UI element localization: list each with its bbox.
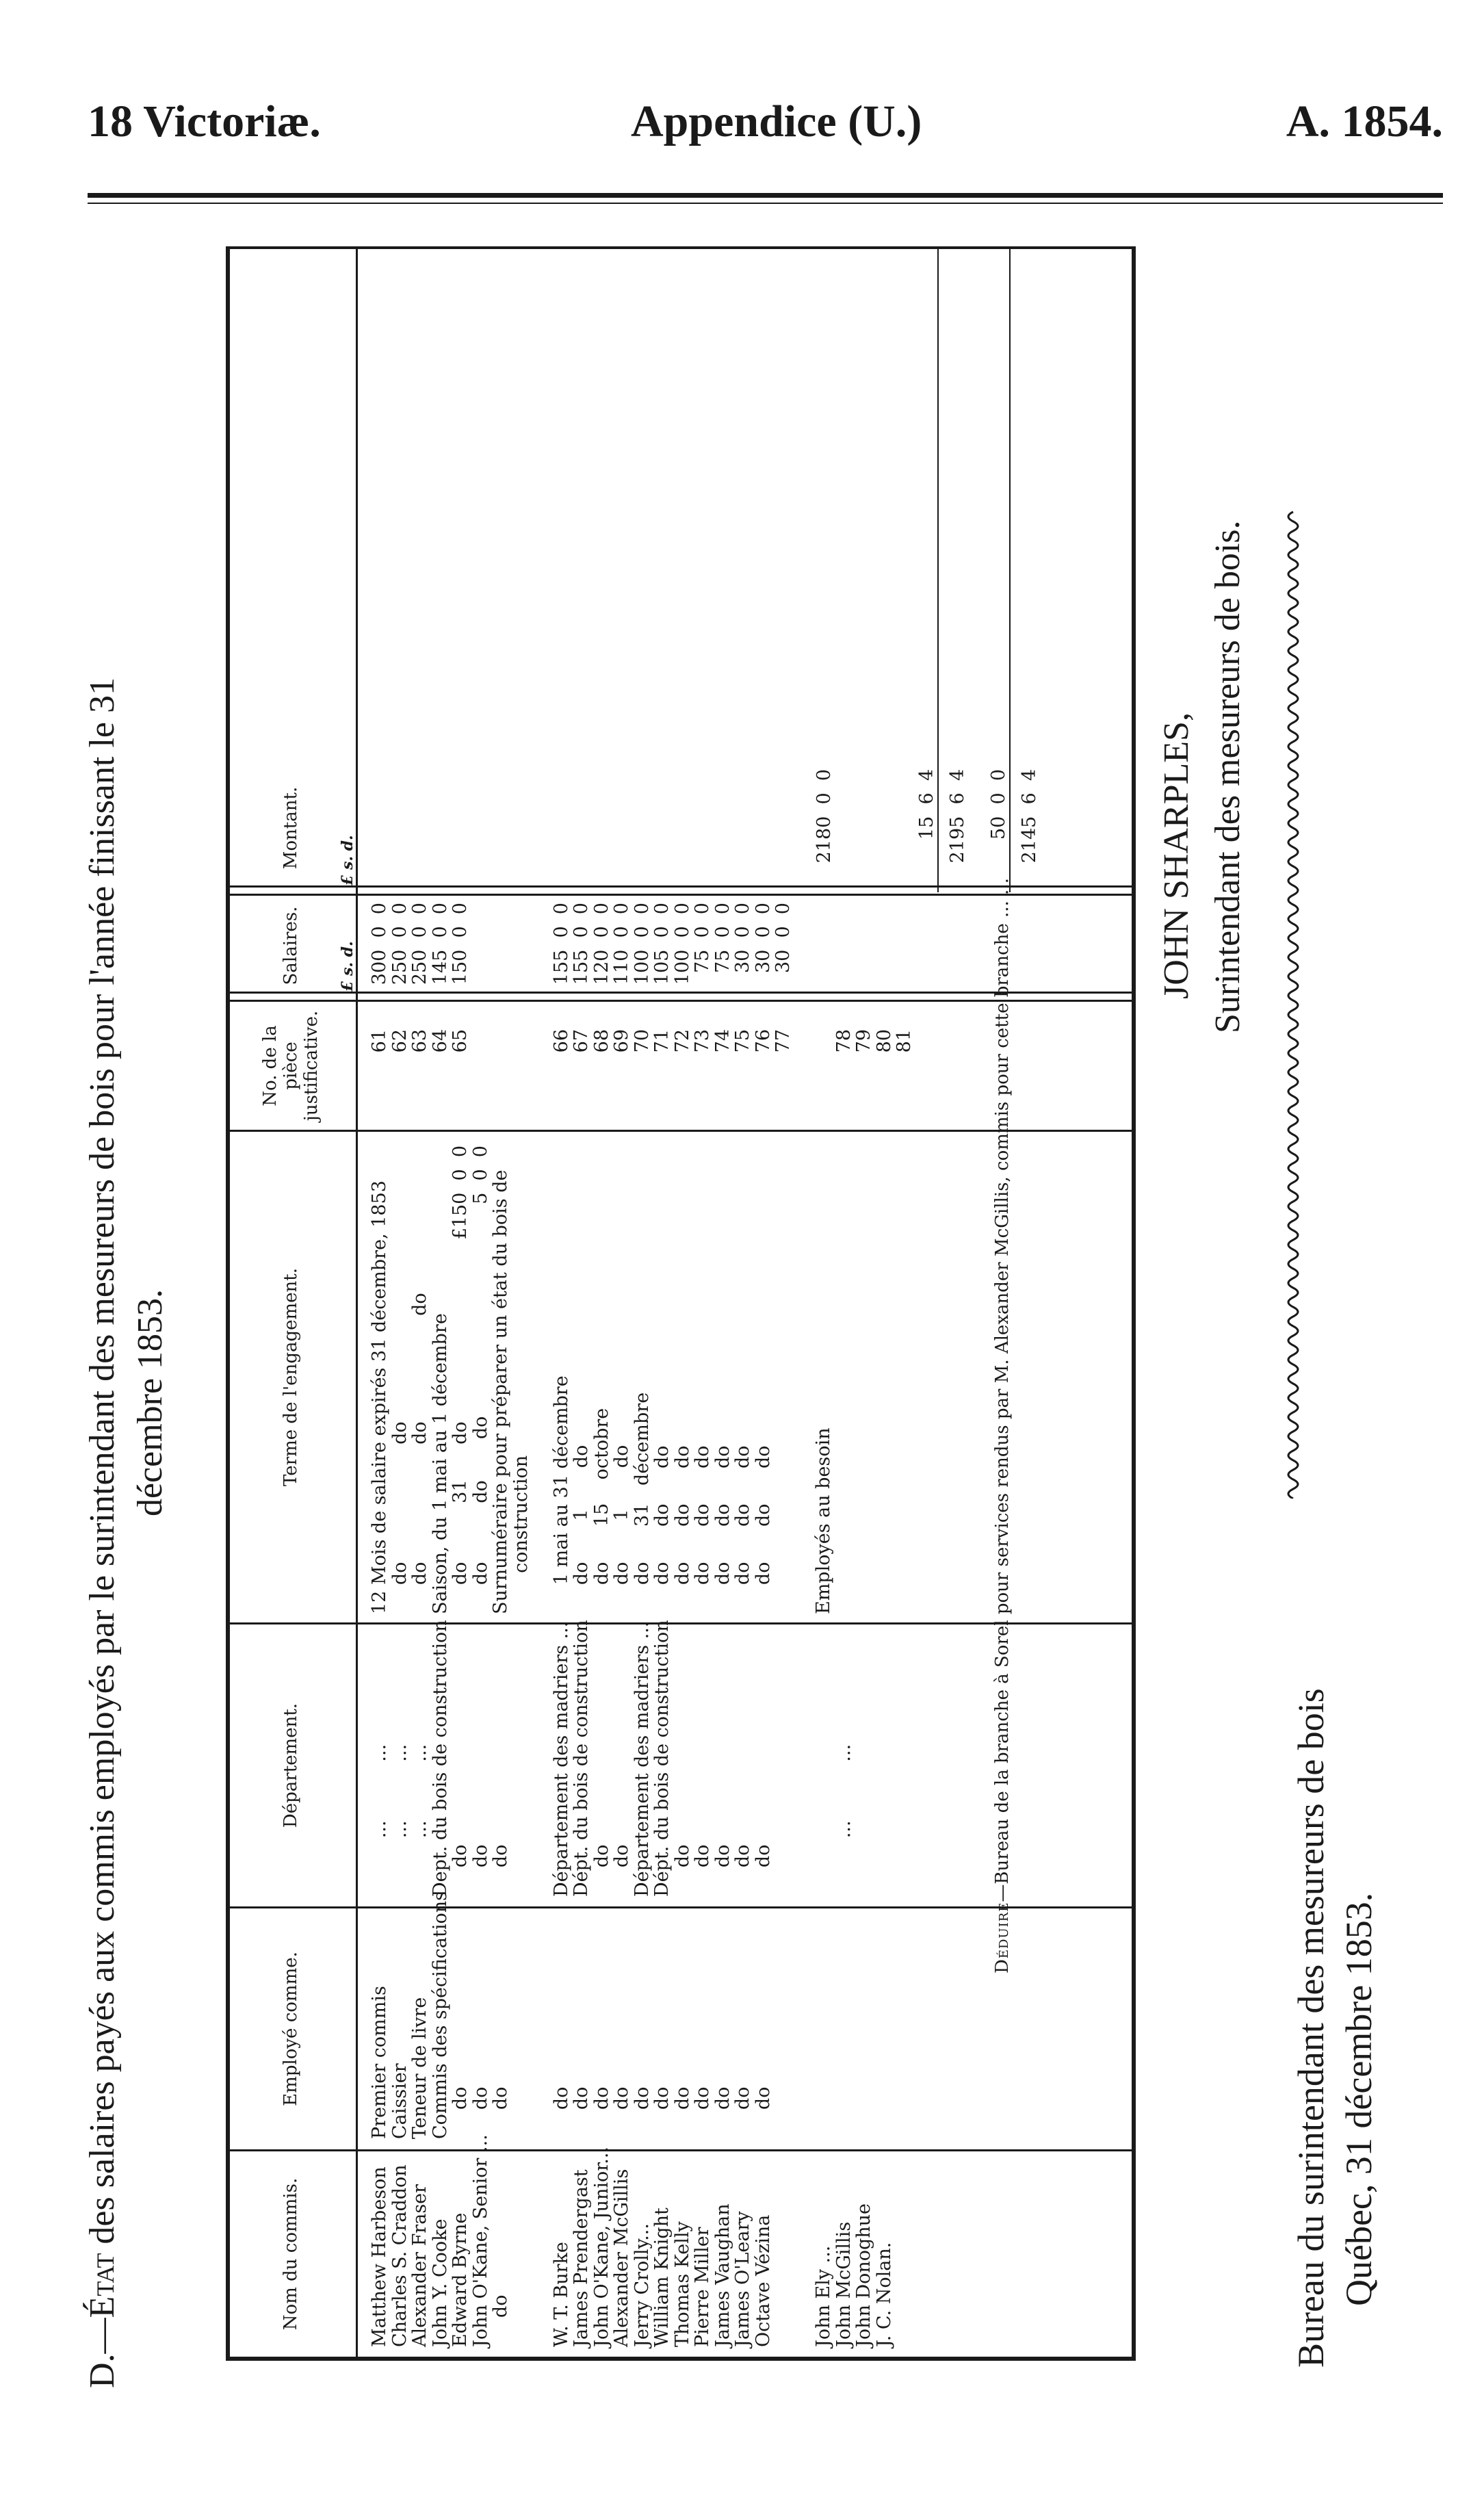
place-line-2: Québec, 31 décembre 1853.	[1338, 1892, 1379, 2306]
deduire-text: —Bureau de la branche à Sorel pour services rendus par M. Alexander McGillis, commis pour cette branche ... ...	[992, 878, 1013, 1902]
title-line1-rest: des salaires payés aux commis employés par le surintendant des mesureurs de bois pour l'année finissant le 31	[83, 677, 122, 2253]
wavy-rule	[1279, 506, 1307, 1499]
rotated-page-content	[79, 239, 1385, 2388]
pieces-list: 61 62 63 64 65 66 67 68 69 70 71 72 73 74 75 76 77 78 79 80 81	[369, 1029, 915, 1053]
signature-title: Surintendant des mesureurs de bois.	[1208, 520, 1247, 1033]
title-prefix: D.—	[83, 2318, 122, 2388]
montant-total: 2195 6 4	[947, 769, 968, 864]
header-rule-thick	[88, 193, 1443, 198]
title-line-2: décembre 1853.	[131, 1289, 170, 1517]
header-piece: No. de la pièce justificative.	[260, 1010, 322, 1122]
employes-list: Premier commis Caissier Teneur de livre Commis des spécifications do do do do do do do do do do do do do do	[369, 1891, 774, 2139]
salaires-currency: £ s. d.	[339, 941, 356, 992]
title-line-1	[79, 239, 127, 2388]
salaires-list: 300 0 0 250 0 0 250 0 0 145 0 0 150 0 0 155 0 0 155 0 0 120 0 0 110 0 0 100 0 0 105 0 0 100 0 0 75 0 0 75 0 0 30 0 0 30 0 0 30 0 0	[369, 903, 794, 985]
header-right: A. 1854.	[1286, 96, 1443, 146]
salary-table	[226, 246, 1136, 2361]
noms-list: Matthew Harbeson Charles S. Craddon Alexander Fraser John Y. Cooke Edward Byrne John O'Kane, Senior ... do W. T. Burke James Prendergast John O'Kane, Junior... Alexander McGillis Jerry Crolly... William Knight Thomas Kelly Pierre Miller James Vaughan James O'Leary Octave Vézina John Ely ... John McGillis John Donoghue J. C. Nolan.	[369, 2134, 895, 2347]
document-title	[79, 239, 174, 2388]
departements-list: ... ... ... ... ... ... Dept. du bois de construction do do do Département des madriers ... Dépt. du bois de construction do do Département des madriers ... Dépt. du bois de construction do do do do do ... ...	[369, 1620, 855, 1897]
signature-name: JOHN SHARPLES,	[1157, 712, 1196, 999]
montant-branch: 15 6 4	[916, 769, 937, 840]
place-line-1: Bureau du surintendant des mesureurs de bois	[1290, 1688, 1331, 2368]
header-rule	[356, 249, 358, 2357]
deduction-line	[992, 878, 1013, 1973]
montant-rule-2	[1009, 249, 1011, 892]
table-bottom-rule	[1132, 249, 1136, 2357]
header-nom: Nom du commis.	[281, 2177, 301, 2331]
header-center: Appendice (U.)	[631, 96, 922, 146]
termes-list: 12 Mois de salaire expirés 31 décembre, 1853 do do do do do Saison, du 1 mai au 1 décembre do 31 do do do do Surnuméraire pour préparer un état du bois de construction 1 mai au 31 décembre do 1 do do 15 octobre do 1 do do 31 décembre do do do do do do do do do do do do do do do do do do Employés au besoin	[369, 1169, 834, 1614]
header-rule-thin	[88, 203, 1443, 204]
header-departement: Département.	[281, 1702, 301, 1828]
header-salaires: Salaires.	[281, 906, 301, 985]
deduire-label: Déduire	[992, 1902, 1013, 1973]
header-terme: Terme de l'engagement.	[281, 1268, 301, 1487]
terme-amounts: £150 0 0 5 0 0	[450, 1145, 491, 1240]
montant-deduction: 50 0 0	[988, 769, 1009, 840]
header-montant: Montant.	[281, 786, 301, 870]
header-left: 18 Victoriæ.	[88, 96, 321, 146]
montant-rule-1	[937, 249, 939, 892]
montant-net: 2145 6 4	[1019, 769, 1040, 864]
title-etat: État	[83, 2253, 122, 2318]
montant-subtotal: 2180 0 0	[813, 769, 835, 864]
montant-currency: £ s. d.	[339, 835, 356, 885]
header-employe: Employé comme.	[281, 1952, 301, 2106]
